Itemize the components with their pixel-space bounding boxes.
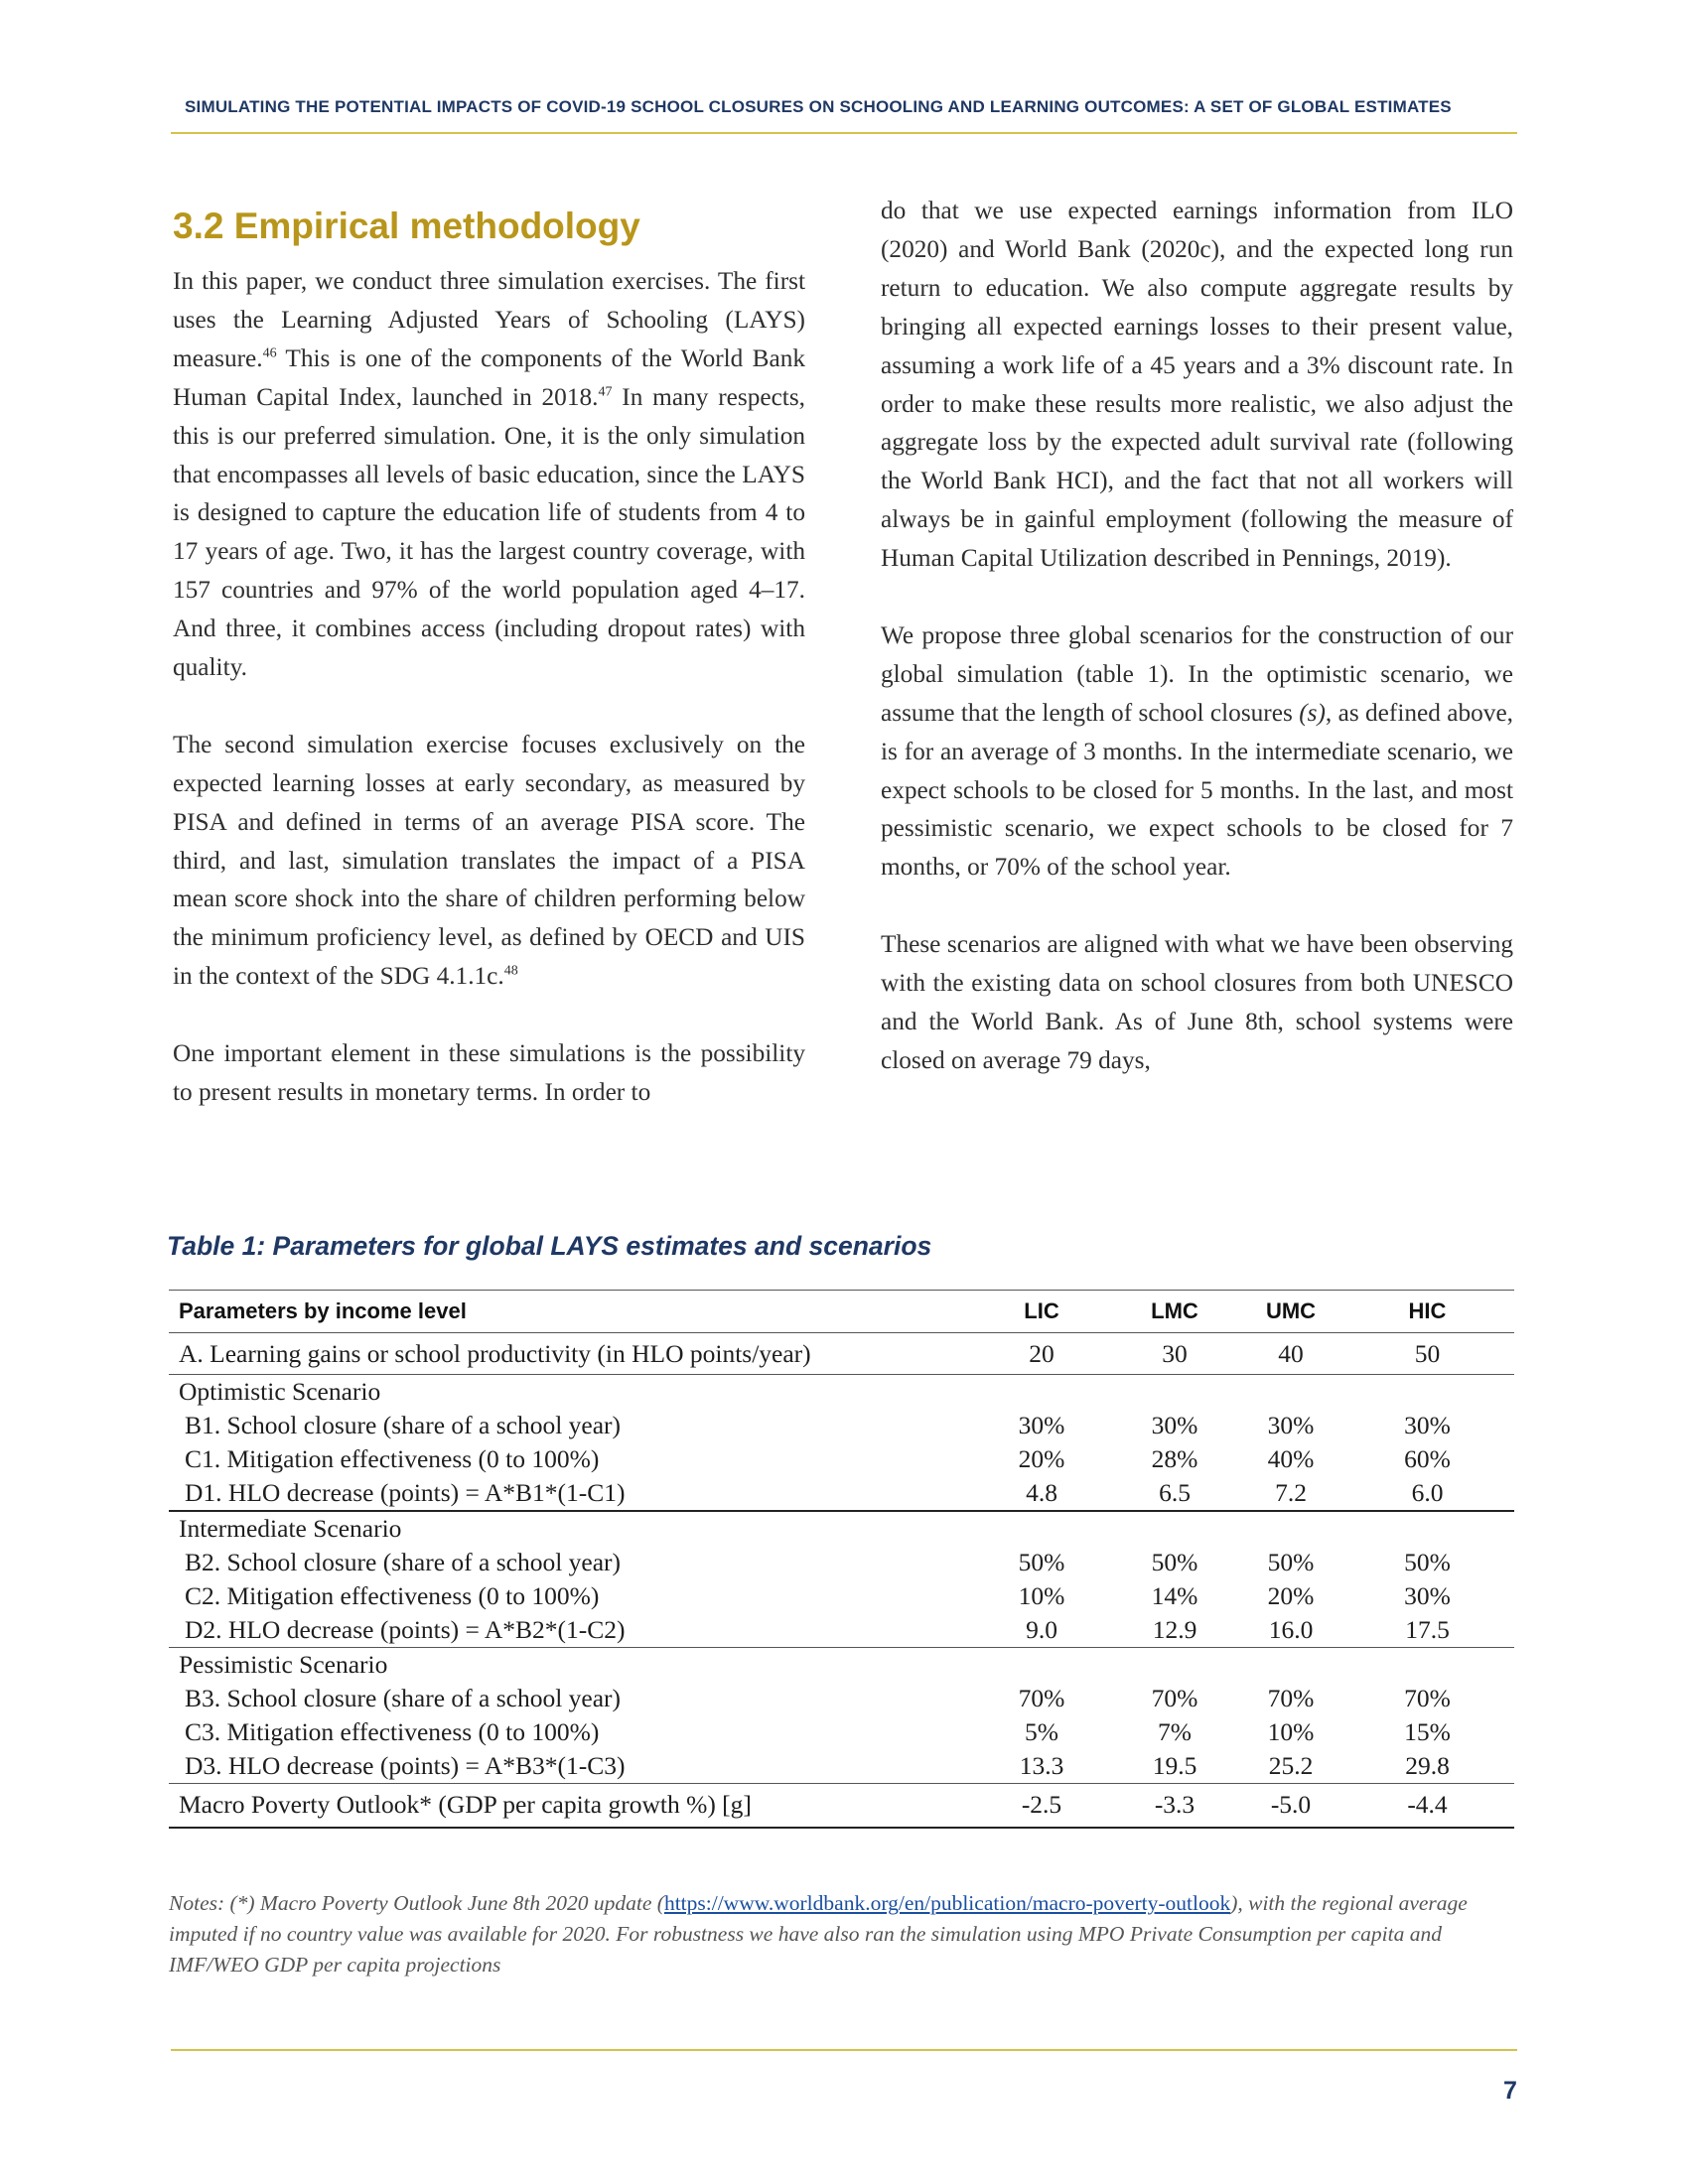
header-rule — [171, 132, 1517, 134]
table-cell: 70% — [1018, 1684, 1065, 1712]
paragraph-3-start: One important element in these simulations is the possibility to present results in monetary terms. In order to — [173, 1039, 805, 1106]
footer-rule — [171, 2049, 1517, 2051]
table-row — [169, 1749, 1514, 1784]
table-cell: 5% — [1025, 1717, 1058, 1746]
table-cell: 6.0 — [1411, 1478, 1444, 1507]
left-column — [173, 187, 805, 1151]
paragraph-2: The second simulation exercise focuses exclusively on the expected learning losses at early secondary, as measured by PISA and defined in terms of an average PISA score. The third, and last, simulation translates the impact of a PISA mean score shock into the share of children performing below the minimum proficiency level, as defined by OECD and UIS in the context of the SDG 4.1.1c.$^{48}$ — [173, 730, 805, 991]
paragraph-1: In this paper, we conduct three simulation exercises. The first uses the Learning Adjusted Years of Schooling (LAYS) measure.$^{46}$ This is one of the components of the World Bank Human Capital Index, launched in 2018.47 In many respects, this is our preferred simulation. One, it is the only simulation that encompasses all levels of basic education, since the LAYS is designed to capture the education life of students from 4 to 17 years of age. Two, it has the largest country coverage, with 157 countries and 97% of the world population aged 4–17. And three, it combines access (including dropout rates) with quality. — [173, 267, 806, 682]
table-notes: Notes: (*) Macro Poverty Outlook June 8th 2020 update (https://www.worldbank.org/en/publication/macro-poverty-outlook), with the regional average imputed if no country value was available for 2020. For robustness we have also ran the simulation using MPO Private Consumption per capita and IMF/WEO GDP per capita projections — [169, 1891, 1468, 1977]
row-label: Macro Poverty Outlook* (GDP per capita growth %) [g] — [169, 1784, 975, 1828]
column-header: HIC — [1340, 1291, 1514, 1333]
paragraph-5: These scenarios are aligned with what we have been observing with the existing data on school closures from both UNESCO and the World Bank. As of June 8th, school systems were closed on average 79 days, — [881, 930, 1513, 1074]
table-cell: 50% — [1151, 1548, 1198, 1576]
table-cell: 30% — [1018, 1411, 1065, 1439]
column-header: UMC — [1241, 1291, 1340, 1333]
table-cell: 7.2 — [1275, 1478, 1307, 1507]
table-cell: 17.5 — [1405, 1615, 1450, 1644]
parameters-table — [169, 1290, 1514, 1829]
paragraph-4: We propose three global scenarios for the construction of our global simulation (table 1). In the optimistic scenario, we assume that the length of school closures (s), as defined above, is for an average of 3 months. In the intermediate scenario, we expect schools to be closed for 5 months. In the last, and most pessimistic scenario, we expect schools to be closed for 7 months, or 70% of the school year. — [881, 620, 1513, 882]
mpo-link[interactable]: https://www.worldbank.org/en/publication/macro-poverty-outlook — [663, 1891, 1231, 1915]
scenario-title: Pessimistic Scenario — [169, 1648, 1514, 1683]
table-cell: 50% — [1404, 1548, 1451, 1576]
table-cell: 30 — [1108, 1333, 1241, 1375]
footnote-ref-48[interactable]: 48 — [503, 963, 518, 979]
table-cell: 16.0 — [1268, 1615, 1314, 1644]
table-caption: Table 1: Parameters for global LAYS estimates and scenarios — [167, 1231, 932, 1261]
row-label: A. Learning gains or school productivity (in HLO points/year) — [169, 1333, 975, 1375]
table-cell: 12.9 — [1152, 1615, 1197, 1644]
row-label: C1. Mitigation effectiveness (0 to 100%) — [185, 1444, 600, 1473]
row-label: D2. HLO decrease (points) = A*B2*(1-C2) — [185, 1615, 626, 1644]
table-cell: 30% — [1151, 1411, 1198, 1439]
table-cell: 40 — [1241, 1333, 1340, 1375]
row-label: C2. Mitigation effectiveness (0 to 100%) — [185, 1581, 600, 1610]
table-cell: 50% — [1267, 1548, 1315, 1576]
table-row — [169, 1613, 1514, 1648]
table-cell: -3.3 — [1108, 1784, 1241, 1828]
table-cell: 70% — [1267, 1684, 1315, 1712]
paragraph-3-cont: do that we use expected earnings information from ILO (2020) and World Bank (2020c), and the expected long run return to education. We also compute aggregate results by bringing all expected earnings losses to their present value, assuming a work life of a 45 years and a 3% discount rate. In order to make these results more realistic, we also adjust the aggregate loss by the expected adult survival rate (following the World Bank HCI), and the fact that not all workers will always be in gainful employment (following the measure of Human Capital Utilization described in Pennings, 2019). — [881, 197, 1513, 573]
scenario-title: Optimistic Scenario — [169, 1375, 1514, 1410]
table-row — [169, 1579, 1514, 1613]
column-header: LIC — [975, 1291, 1108, 1333]
table-row — [169, 1442, 1514, 1476]
running-header: SIMULATING THE POTENTIAL IMPACTS OF COVID-19 SCHOOL CLOSURES ON SCHOOLING AND LEARNING OUTCOMES: A SET OF GLOBAL ESTIMATES — [185, 97, 1452, 116]
table-cell: 60% — [1404, 1444, 1451, 1473]
column-header: LMC — [1108, 1291, 1241, 1333]
table-cell: 10% — [1018, 1581, 1065, 1610]
scenario-title-row — [169, 1511, 1514, 1546]
scenario-title-row — [169, 1648, 1514, 1683]
table-cell: 14% — [1151, 1581, 1198, 1610]
table-row — [169, 1682, 1514, 1715]
table-row — [169, 1546, 1514, 1579]
table-cell: 40% — [1267, 1444, 1315, 1473]
table-cell: 20 — [975, 1333, 1108, 1375]
row-label: C3. Mitigation effectiveness (0 to 100%) — [185, 1717, 600, 1746]
row-label: D3. HLO decrease (points) = A*B3*(1-C3) — [185, 1751, 626, 1780]
table-cell: 4.8 — [1026, 1478, 1057, 1507]
table-row — [169, 1784, 1514, 1828]
table-cell: 50 — [1340, 1333, 1514, 1375]
table-cell: 25.2 — [1268, 1751, 1314, 1780]
table-cell: 15% — [1404, 1717, 1451, 1746]
right-column — [881, 192, 1513, 1119]
table-cell: -2.5 — [975, 1784, 1108, 1828]
table-cell: 19.5 — [1152, 1751, 1197, 1780]
table-cell: 29.8 — [1405, 1751, 1450, 1780]
table-cell: 7% — [1158, 1717, 1192, 1746]
table-cell: 30% — [1404, 1411, 1451, 1439]
table-cell: 28% — [1151, 1444, 1198, 1473]
scenario-title-row — [169, 1375, 1514, 1410]
page-number: 7 — [1503, 2077, 1517, 2105]
scenario-title: Intermediate Scenario — [169, 1511, 1514, 1546]
table-row — [169, 1476, 1514, 1511]
table-cell: 10% — [1267, 1717, 1315, 1746]
footnote-ref-46[interactable]: 46 — [262, 345, 277, 361]
table-cell: 50% — [1018, 1548, 1065, 1576]
row-label: D1. HLO decrease (points) = A*B1*(1-C1) — [185, 1478, 626, 1507]
table-cell: 20% — [1018, 1444, 1065, 1473]
section-title: 3.2 Empirical methodology — [173, 205, 640, 246]
table-row — [169, 1333, 1514, 1375]
table-cell: 70% — [1404, 1684, 1451, 1712]
row-label: B2. School closure (share of a school year) — [185, 1548, 622, 1576]
table-row — [169, 1409, 1514, 1442]
table-cell: 9.0 — [1026, 1615, 1057, 1644]
table-cell: -4.4 — [1340, 1784, 1514, 1828]
table-cell: 13.3 — [1019, 1751, 1064, 1780]
table-cell: 30% — [1267, 1411, 1315, 1439]
row-label: B1. School closure (share of a school year) — [185, 1411, 622, 1439]
table-header-row — [169, 1291, 1514, 1333]
column-header: Parameters by income level — [169, 1291, 975, 1333]
table-row — [169, 1715, 1514, 1749]
table-cell: -5.0 — [1241, 1784, 1340, 1828]
table-cell: 20% — [1267, 1581, 1315, 1610]
footnote-ref-47[interactable]: 47 — [598, 384, 613, 400]
table-cell: 70% — [1151, 1684, 1198, 1712]
row-label: B3. School closure (share of a school year) — [185, 1684, 622, 1712]
table-cell: 30% — [1404, 1581, 1451, 1610]
table-cell: 6.5 — [1159, 1478, 1191, 1507]
